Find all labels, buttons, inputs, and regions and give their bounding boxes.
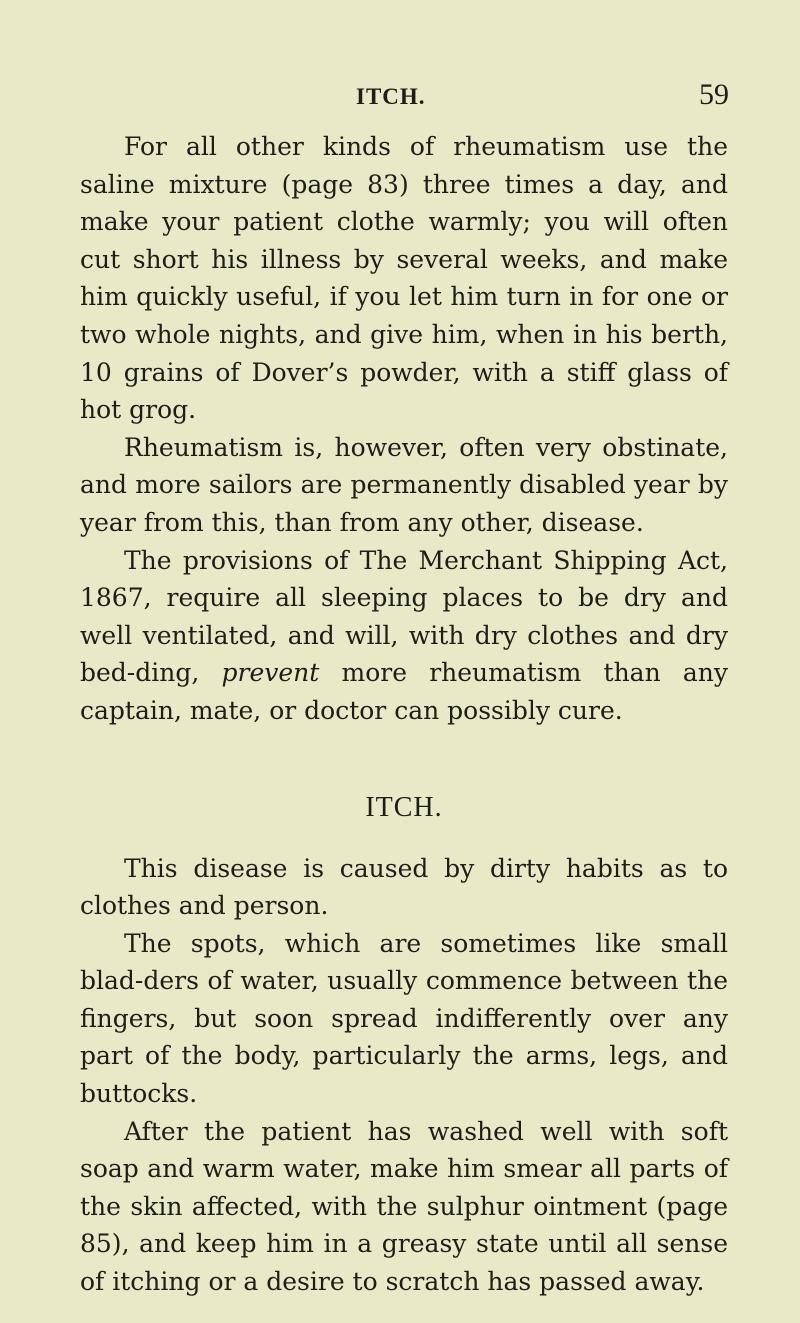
paragraph: For all other kinds of rheumatism use the saline mixture (page 83) three times a day, and make your patient clothe warmly; you will often cut short his illness by several weeks, and make him quickly useful, if you let him turn in for one or two whole nights, and give him, when in his berth, 10 grains of Dover’s powder, with a stiff glass of hot grog. <box>80 132 728 425</box>
paragraph: This disease is caused by dirty habits as to clothes and person. <box>80 853 728 921</box>
paragraph: The spots, which are sometimes like small blad-ders of water, usually commence between the fingers, but soon spread indifferently over any part of the body, particularly the arms, legs, and buttocks. <box>80 928 728 1109</box>
emphasized-word: prevent <box>221 658 320 688</box>
section-heading: ITCH. <box>365 791 443 823</box>
body-text <box>80 128 728 1301</box>
running-head-title: ITCH. <box>356 84 426 109</box>
page-number: 59 <box>699 78 729 111</box>
paragraph: After the patient has washed well with soft soap and warm water, make him smear all parts of the skin affected, with the sulphur ointment (page 85), and keep him in a greasy state until all sense of itching or a desire to scratch has passed away. <box>80 1116 728 1297</box>
paragraph-text: more rheumatism than any captain, mate, or doctor can possibly cure. <box>80 658 728 725</box>
paragraph-text: The provisions of The Merchant Shipping Act, 1867, require all sleeping places to be dry and well ventilated, and will, with dry clothes and dry bed-ding, <box>80 545 728 688</box>
paragraph: Rheumatism is, however, often very obstinate, and more sailors are permanently disabled year by year from this, than from any other, disease. <box>80 432 728 537</box>
running-head <box>0 78 800 114</box>
paragraph <box>80 542 728 730</box>
